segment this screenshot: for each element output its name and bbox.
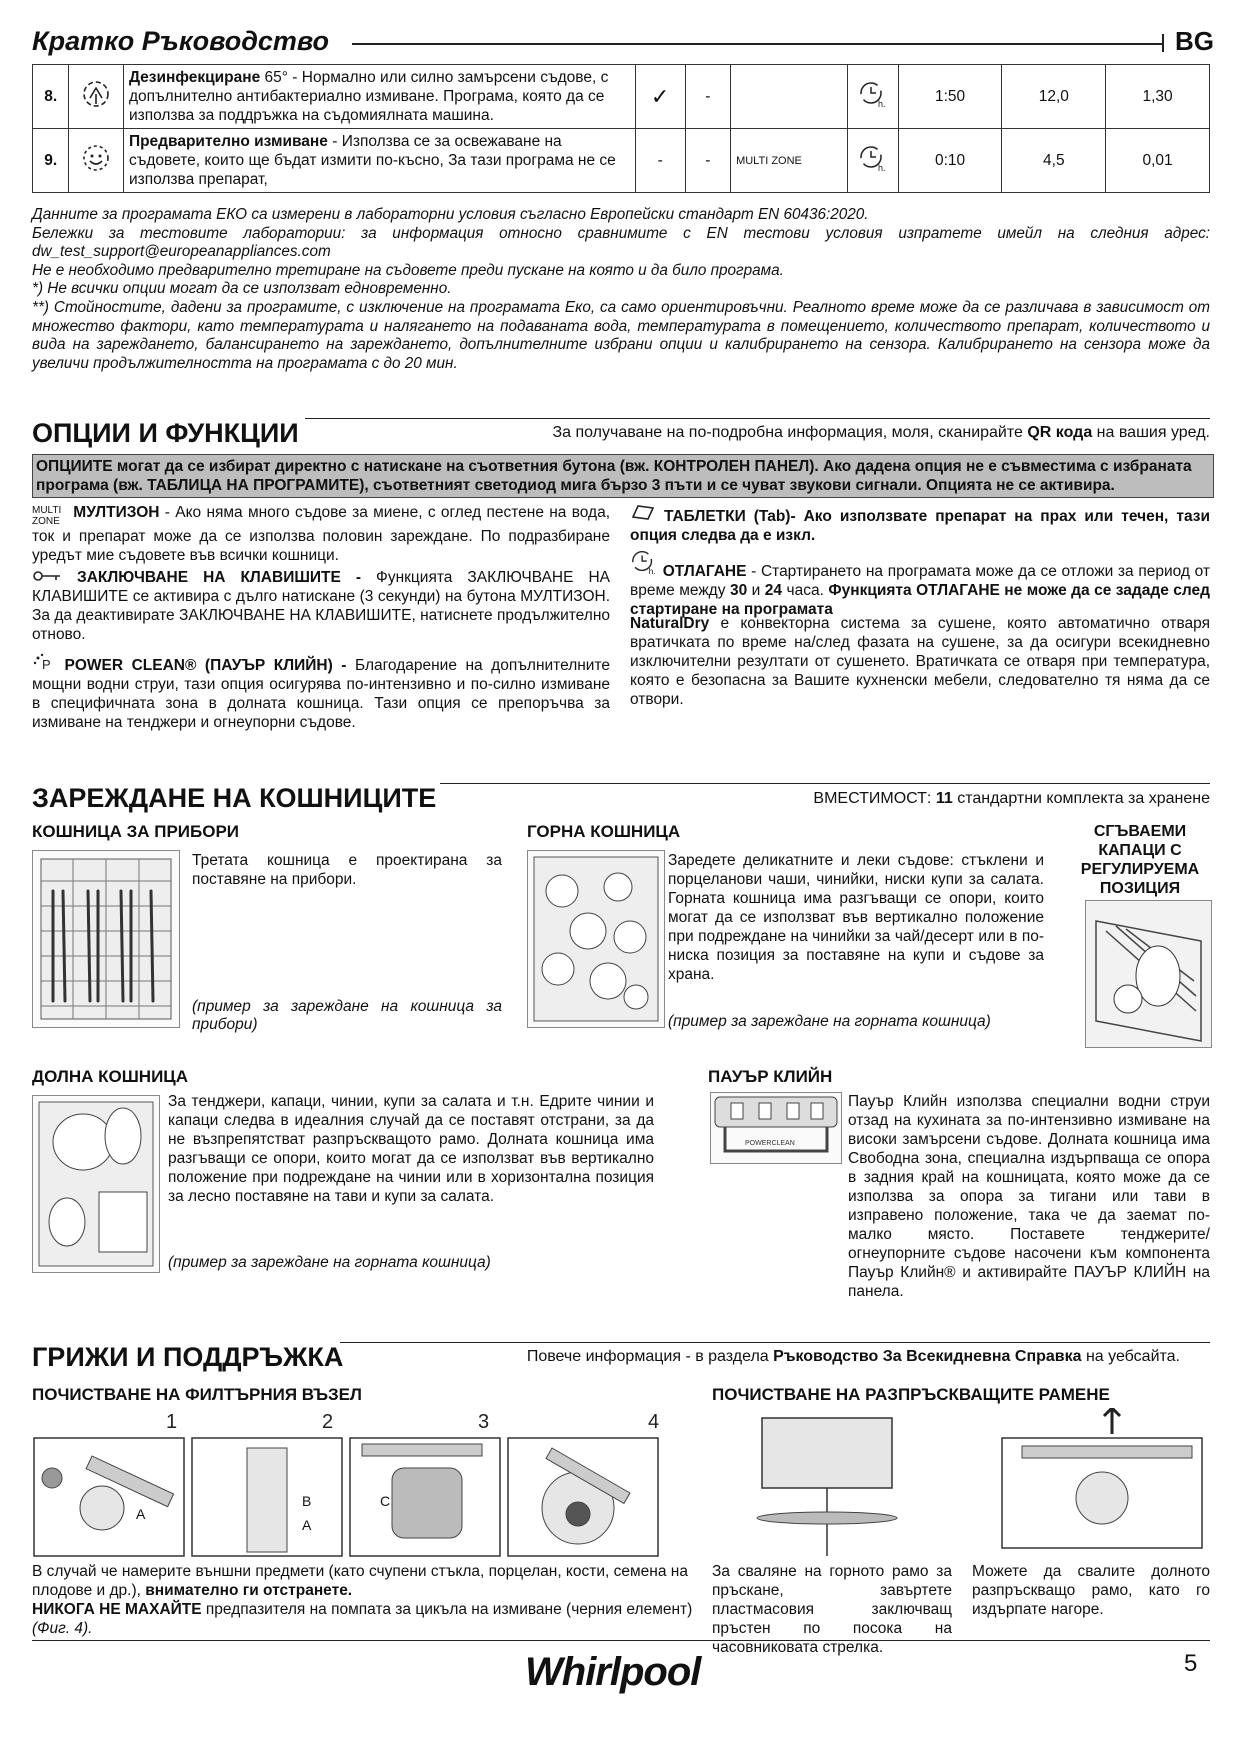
document-title: Кратко Ръководство	[32, 26, 330, 56]
step-number: 4	[648, 1411, 660, 1433]
disinfection-icon	[69, 65, 124, 129]
multizone-icon: MULTI ZONE	[32, 505, 62, 527]
dash-cell: -	[685, 129, 730, 193]
part-label: C	[380, 1493, 391, 1509]
delay-warning: Функцията ОТЛАГАНЕ не може да се зададе след стартиране на програмата	[630, 582, 1210, 618]
folding-flaps-figure	[1085, 900, 1212, 1048]
capacity-number: 11	[935, 790, 953, 807]
footer-rule	[32, 1640, 1210, 1641]
table-row	[33, 129, 1210, 193]
option-text: е конвекторна система за сушене, която автоматично отваря вратичката по време на/след фазата на сушене, за да осигури всекидневно изключителни резултати от сушенето. Вратичката се отваря при температура, която е безопасна за Вашите кухненски мебели, следователно тя няма да се отвори.	[630, 615, 1210, 708]
qr-note-text: За получаване на по-подробна информация, моля, сканирайте	[552, 424, 1028, 441]
section-rule	[440, 783, 1210, 784]
upper-basket-text: Заредете деликатните и леки съдове: стъклени и порцеланови чаши, чинийки, ниски купи за салата. Горната кошница има разгъващи се опори, които могат да се използват във вертикално положение при подреждане на чинийки за чай/десерт или в по-ниска позиция за поставяне на купи и съдове за храна.	[668, 852, 1044, 983]
program-description	[123, 65, 635, 129]
option-tablets	[630, 503, 1210, 545]
section-rule	[305, 418, 1210, 419]
delay-icon	[848, 129, 899, 193]
tablet-icon	[630, 503, 656, 526]
qr-note-text-end: на вашия уред.	[1092, 424, 1210, 441]
svg-text:h.: h.	[877, 99, 886, 109]
program-number: 9.	[33, 129, 69, 193]
cutlery-basket-text: Третата кошница е проектирана за поставяне на прибори.	[192, 852, 502, 888]
step-number: 3	[478, 1411, 490, 1433]
flaps-heading: СГЪВАЕМИ КАПАЦИ С РЕГУЛИРУЕМА ПОЗИЦИЯ	[1080, 823, 1200, 897]
part-label: A	[136, 1506, 146, 1522]
loading-heading: ЗАРЕЖДАНЕ НА КОШНИЦИТЕ	[32, 783, 437, 813]
lower-basket-heading: ДОЛНА КОШНИЦА	[32, 1067, 188, 1086]
note-line: *) Не всички опции могат да се използват едновременно.	[32, 280, 452, 298]
step-number: 1	[166, 1411, 178, 1433]
options-heading: ОПЦИИ И ФУНКЦИИ	[32, 418, 299, 448]
cutlery-basket-heading: КОШНИЦА ЗА ПРИБОРИ	[32, 822, 240, 841]
program-table	[32, 64, 1210, 193]
upper-basket-heading: ГОРНА КОШНИЦА	[527, 822, 681, 841]
filter-bold: внимателно ги отстранете.	[145, 1582, 353, 1599]
step-number: 2	[322, 1411, 334, 1433]
dash-cell: -	[685, 65, 730, 129]
care-heading: ГРИЖИ И ПОДДРЪЖКА	[32, 1342, 344, 1372]
lower-basket-figure	[32, 1095, 160, 1273]
option-name: ЗАКЛЮЧВАНЕ НА КЛАВИШИТЕ -	[77, 569, 362, 586]
filter-steps-figures	[32, 1408, 696, 1560]
option-text: Функцията ЗАКЛЮЧВАНЕ НА КЛАВИШИТЕ се активира с дълго натискане (3 секунди) на бутона МУЛТИЗОН. За да деактивирате ЗАКЛЮЧВАНЕ НА КЛАВИШИТЕ, натиснете продължително отново.	[32, 569, 610, 643]
program-name: Дезинфекциране	[128, 69, 261, 86]
upper-basket-figure	[527, 850, 665, 1028]
table-row	[33, 65, 1210, 129]
delay-max-hours: 24	[764, 582, 783, 599]
multizone-cell: MULTI ZONE	[731, 129, 848, 193]
program-name: Предварително измиване	[128, 133, 328, 150]
filter-text: предпазителя на помпата за цикъла на измиване (черния елемент)	[201, 1601, 693, 1618]
header-rule-tick	[1162, 34, 1164, 52]
brand-logo: Whirlpool	[525, 1650, 701, 1694]
lower-basket-text: За тенджери, капаци, чинии, купи за салата и т.н. Едрите чинии и капаци следва в идеалния случай да се поставят отстрани, за да не възпрепятстват разпръскващото рамо. Долната кошница има разгъващи се опори, които могат да се използват във вертикално положение при подреждане на чинии или в хоризонтална позиция за лесно поставяне на тави и купи за салата.	[168, 1093, 654, 1205]
svg-text:h.: h.	[648, 566, 656, 576]
note-line: Данните за програмата ЕКО са измерени в лабораторни условия съгласно Европейски стандарт EN 60436:2020.	[32, 206, 869, 223]
part-label: B	[302, 1493, 312, 1509]
program-description	[123, 129, 635, 193]
part-label: A	[302, 1517, 312, 1533]
program-number: 8.	[33, 65, 69, 129]
header-rule	[352, 43, 1162, 45]
more-info-text-end: на уебсайта.	[1081, 1348, 1180, 1365]
more-info-text: Повече информация - в раздела	[526, 1348, 774, 1365]
option-text: - Стартирането на програмата може да се отложи за период от време между	[630, 563, 1211, 599]
capacity-label: ВМЕСТИМОСТ:	[813, 790, 936, 807]
option-name: POWER CLEAN® (ПАУЪР КЛИЙН) -	[64, 657, 347, 674]
cutlery-basket-figure	[32, 850, 180, 1028]
filter-cleaning-heading: ПОЧИСТВАНЕ НА ФИЛТЪРНИЯ ВЪЗЕЛ	[32, 1385, 362, 1404]
capacity-note	[620, 790, 1210, 808]
energy-cell: 1,30	[1106, 65, 1210, 129]
program-desc-text: - Използва се за освежаване на съдовете, които ще бъдат измити по-късно, За тази програма не се използва препарат,	[128, 133, 616, 188]
water-cell: 4,5	[1002, 129, 1106, 193]
prewash-icon	[69, 129, 124, 193]
note-line: **) Стойностите, дадени за програмите, с изключение на програмата Еко, са само ориентировъчни. Реалното време може да се различава в зависимост от множество фактори, като температурата и налягането на подаваната вода, температурата в помещението, количеството препарат, количеството и вида на зареждането, балансирането на зареждането, допълнителните избрани опции и калибрирането на сензора. Калибрирането на сензора може да увеличи продължителността на програмата с до 20 мин.	[32, 298, 1210, 372]
time-cell: 1:50	[898, 65, 1002, 129]
water-cell: 12,0	[1002, 65, 1106, 129]
dash-cell: -	[635, 129, 685, 193]
power-clean-figure-label: POWERCLEAN	[745, 1140, 795, 1147]
language-code: BG	[1175, 26, 1214, 56]
filter-warning: НИКОГА НЕ МАХАЙТЕ	[32, 1601, 202, 1618]
note-line: Не е необходимо предварително третиране на съдовете преди пускане на която и да било програма.	[32, 261, 784, 279]
option-text: - Ако няма много съдове за миене, с оглед пестене на вода, ток и препарат може да се използва половин зареждане. По подразбиране уредът мие съдовете във всички кошници.	[32, 504, 610, 564]
svg-text:P: P	[42, 657, 51, 670]
lower-arm-text: Можете да свалите долното разпръскващо рамо, като го издърпате нагоре.	[972, 1563, 1210, 1618]
option-name: МУЛТИЗОН	[73, 504, 160, 521]
options-qr-note	[420, 424, 1210, 442]
option-name: ОТЛАГАНЕ	[662, 563, 747, 580]
option-text: и	[747, 582, 765, 599]
svg-text:h.: h.	[877, 163, 886, 173]
check-cell: ✓	[635, 65, 685, 129]
note-line: Бележки за тестовите лаборатории: за информация относно сравнимите с EN тестови условия изпратете имейл на следния адрес: dw_test_support@europeanappliances.com	[32, 224, 1210, 261]
section-rule	[340, 1342, 1210, 1343]
cutlery-basket-caption: (пример за зареждане на кошница за прибори)	[192, 998, 502, 1033]
capacity-text: стандартни комплекта за хранене	[952, 790, 1210, 807]
figure-ref: (Фиг. 4).	[32, 1620, 93, 1637]
delay-min-hours: 30	[729, 582, 748, 599]
power-clean-figure	[710, 1092, 842, 1164]
more-info-bold: Ръководство За Всекидневна Справка	[773, 1348, 1082, 1365]
care-more-info	[380, 1348, 1180, 1366]
key-icon	[32, 568, 62, 587]
energy-cell: 0,01	[1106, 129, 1210, 193]
power-clean-icon	[32, 652, 56, 675]
option-text: Благодарение на допълнителните мощни водни струи, тази опция осигурява по-интензивно и по-силно измиване в специфичната зона в долната кошница. Тази опция се препоръчва за измиване на тенджери и огнеупорни съдове.	[32, 657, 610, 731]
program-notes	[32, 206, 1210, 373]
upper-arm-text: За сваляне на горното рамо за пръскане, завъртете пластмасовия заключващ пръстен по посока на часовниковата стрелка.	[712, 1563, 952, 1656]
option-name: NaturalDry	[630, 615, 710, 632]
power-clean-text	[848, 1092, 1210, 1301]
program-desc-text: 65° - Нормално или силно замърсени съдове, с допълнително антибактериално измиване. Програма, която да се използва за поддръжка на съдомиялната машина.	[128, 69, 609, 124]
option-multizone	[32, 503, 610, 565]
filter-cleaning-text	[32, 1562, 696, 1638]
option-cell	[731, 65, 848, 129]
power-clean-text-content: Пауър Клийн използва специални водни струи отзад на кухината за по-интензивно измиване на високи замърсени съдове. Долната кошница има Свободна зона, специална издърпваща се опора в задния край на кошницата, която може да се използва за опора за тигани или тави в изправено положение, така че да заемат по-малко място. Поставете тенджерите/огнеупорните съдове насочени към компонента Пауър Клийн® и активирайте ПАУЪР КЛИЙН на панела.	[848, 1093, 1210, 1300]
delay-icon	[848, 65, 899, 129]
lower-basket-caption: (пример за зареждане на горната кошница)	[168, 1254, 491, 1271]
option-text: часа.	[782, 582, 829, 599]
power-clean-heading: ПАУЪР КЛИЙН	[708, 1067, 833, 1086]
option-name: ТАБЛЕТКИ (Tab)	[664, 508, 791, 525]
delay-icon	[630, 548, 658, 581]
option-delay	[630, 548, 1210, 619]
option-text: - Ако използвате препарат на прах или течен, тази опция следва да е изкл.	[630, 508, 1210, 544]
options-info-box: ОПЦИИТЕ могат да се избират директно с натискане на съответния бутона (вж. КОНТРОЛЕН ПАНЕЛ). Ако дадена опция не е съвместима с избраната програма (вж. ТАБЛИЦА НА ПРОГРАМИТЕ), съответният светодиод мига бързо 3 пъти и се чуват звукови сигнали. Опцията не се активира.	[32, 454, 1214, 498]
spray-arms-heading: ПОЧИСТВАНЕ НА РАЗПРЪСКВАЩИТЕ РАМЕНЕ	[712, 1385, 1110, 1404]
page-number: 5	[1184, 1650, 1198, 1677]
qr-note-bold: QR кода	[1027, 424, 1093, 441]
option-key-lock	[32, 568, 610, 644]
time-cell: 0:10	[898, 129, 1002, 193]
option-natural-dry	[630, 614, 1210, 709]
spray-arms-figures	[712, 1408, 1210, 1556]
upper-basket-caption: (пример за зареждане на горната кошница)	[668, 1013, 991, 1030]
filter-text: В случай че намерите външни предмети (като счупени стъкла, порцелан, кости, семена на плодове и др.),	[32, 1563, 688, 1599]
option-power-clean	[32, 652, 610, 732]
